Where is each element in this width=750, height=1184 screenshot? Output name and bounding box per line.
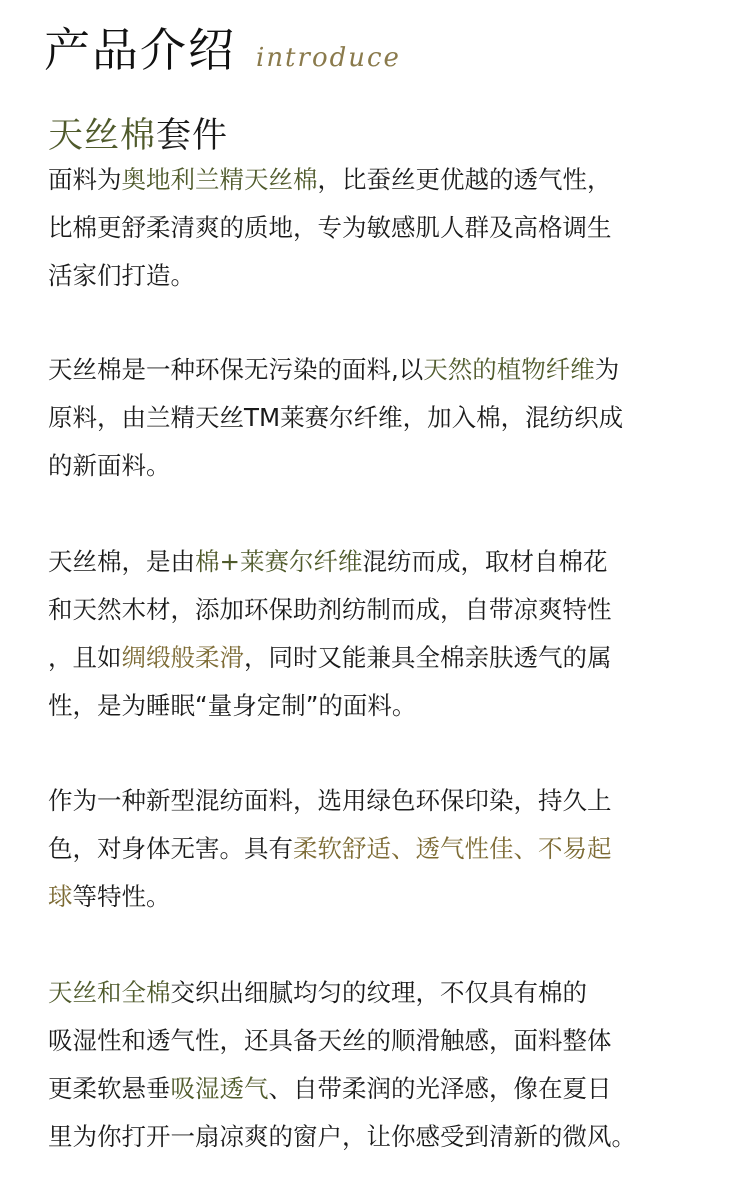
product-subtitle (48, 108, 228, 158)
text-run: 更柔软悬垂 (48, 1074, 171, 1103)
text-run: 原料，由兰精天丝TM莱赛尔纤维，加入棉，混纺织成 (48, 403, 624, 432)
text-run: 活家们打造。 (48, 261, 195, 290)
text-run: 交织出细腻均匀的纹理，不仅具有棉的 (170, 978, 587, 1007)
text-run: 的新面料。 (48, 451, 171, 480)
highlight-text: 吸湿透气 (170, 1074, 269, 1103)
highlight-text: 棉+莱赛尔纤维 (195, 547, 363, 576)
text-run: 里为你打开一扇凉爽的窗户，让你感受到清新的微风。 (48, 1122, 636, 1151)
subtitle-rest: 套件 (156, 116, 229, 156)
highlight-text: 球 (48, 882, 73, 911)
highlight-text: 柔软舒适、透气性佳、不易起 (293, 834, 612, 863)
text-run: 面料为 (48, 165, 122, 194)
paragraph-eco-dyeing (48, 777, 720, 921)
text-run: 吸湿性和透气性，还具备天丝的顺滑触感，面料整体 (48, 1026, 612, 1055)
text-run: ，且如 (48, 643, 122, 672)
text-run: 比棉更舒柔清爽的质地，专为敏感肌人群及高格调生 (48, 213, 612, 242)
highlight-text: 天然的植物纤维 (423, 355, 595, 384)
text-run: 混纺而成，取材自棉花 (362, 547, 608, 576)
text-run: ，比蚕丝更优越的透气性， (317, 165, 612, 194)
subtitle-highlight: 天丝棉 (48, 116, 157, 156)
paragraph-fabric-origin (48, 156, 720, 300)
text-run: 作为一种新型混纺面料，选用绿色环保印染，持久上 (48, 786, 612, 815)
highlight-text: 奥地利兰精天丝棉 (121, 165, 318, 194)
paragraph-eco-fiber (48, 346, 720, 490)
text-run: 等特性。 (72, 882, 171, 911)
text-run: 和天然木材，添加环保助剂纺制而成，自带凉爽特性 (48, 595, 612, 624)
text-run: 天丝棉，是由 (48, 547, 195, 576)
text-run: 色，对身体无害。具有 (48, 834, 293, 863)
page-title: 产品介绍 (44, 23, 236, 77)
page-title-english: introduce (256, 43, 401, 73)
page-header (44, 14, 401, 77)
highlight-text: 绸缎般柔滑 (121, 643, 244, 672)
paragraph-blend-properties (48, 538, 720, 730)
text-run: 为 (594, 355, 620, 384)
text-run: 天丝棉是一种环保无污染的面料,以 (48, 355, 424, 384)
text-run: ，同时又能兼具全棉亲肤透气的属 (244, 643, 612, 672)
text-run: 、自带柔润的光泽感，像在夏日 (268, 1074, 612, 1103)
paragraph-texture (48, 969, 720, 1161)
text-run: 性，是为睡眠“量身定制”的面料。 (48, 691, 417, 720)
highlight-text: 天丝和全棉 (48, 978, 171, 1007)
